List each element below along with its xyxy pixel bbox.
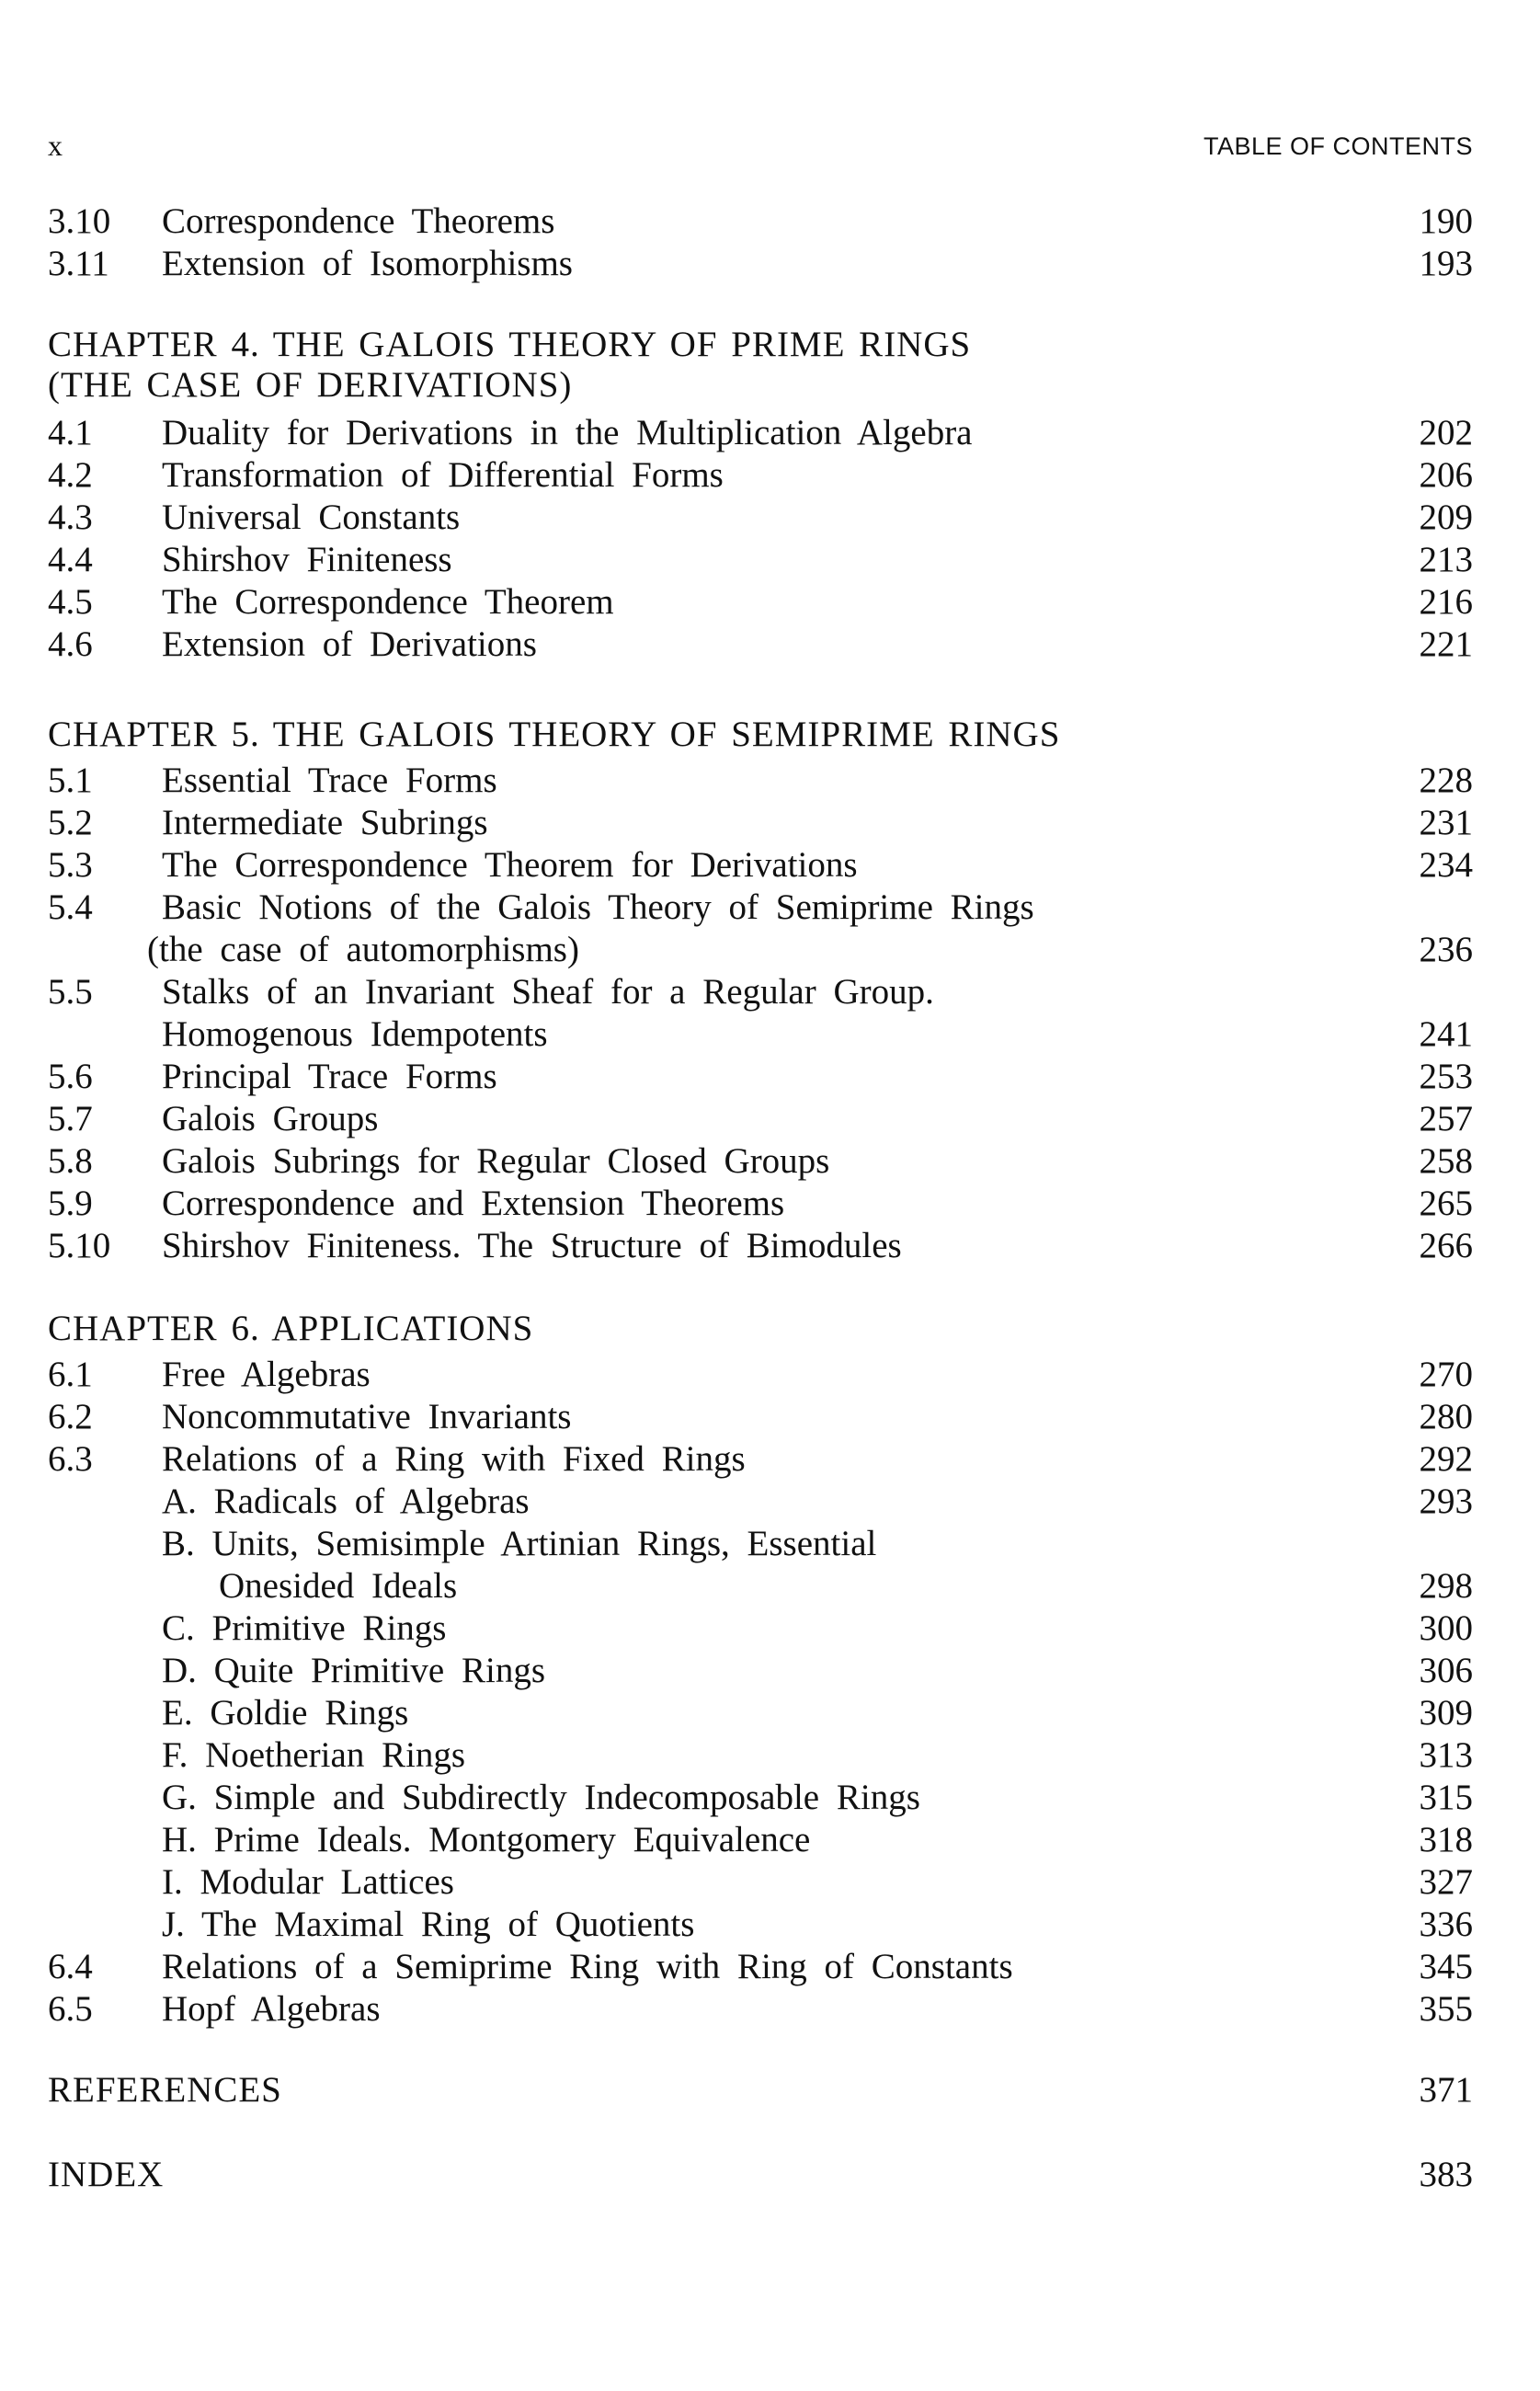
toc-entry[interactable]: 5.1 Essential Trace Forms 228 <box>48 761 1473 800</box>
toc-entry[interactable]: 3.10 Correspondence Theorems 190 <box>48 201 1473 241</box>
toc-entry[interactable]: 5.4 Basic Notions of the Galois Theory of Semiprime Rings <box>48 887 1034 927</box>
toc-subentry[interactable]: E. Goldie Rings 309 <box>162 1693 1473 1733</box>
running-header <box>48 129 1473 166</box>
toc-subentry[interactable]: G. Simple and Subdirectly Indecomposable Rings 315 <box>162 1778 1473 1817</box>
toc-entry[interactable]: 4.2 Transformation of Differential Forms 206 <box>48 455 1473 495</box>
toc-entry[interactable]: 5.7 Galois Groups 257 <box>48 1099 1473 1138</box>
toc-subentry[interactable]: F. Noetherian Rings 313 <box>162 1735 1473 1775</box>
toc-entry[interactable]: 5.9 Correspondence and Extension Theorems 265 <box>48 1184 1473 1223</box>
toc-subentry[interactable]: J. The Maximal Ring of Quotients 336 <box>162 1905 1473 1944</box>
chapter-heading: CHAPTER 6. APPLICATIONS <box>48 1309 534 1348</box>
toc-entry[interactable]: 5.10 Shirshov Finiteness. The Structure of Bimodules 266 <box>48 1226 1473 1265</box>
toc-entry[interactable]: 6.4 Relations of a Semiprime Ring with Ring of Constants 345 <box>48 1947 1473 1986</box>
toc-subentry[interactable]: D. Quite Primitive Rings 306 <box>162 1651 1473 1690</box>
toc-subentry[interactable]: B. Units, Semisimple Artinian Rings, Essential <box>162 1524 877 1563</box>
references-entry[interactable]: REFERENCES 371 <box>48 2070 1473 2110</box>
chapter-heading: CHAPTER 4. THE GALOIS THEORY OF PRIME RINGS <box>48 325 972 364</box>
toc-entry[interactable]: 6.3 Relations of a Ring with Fixed Rings 292 <box>48 1439 1473 1479</box>
toc-entry[interactable]: 4.3 Universal Constants 209 <box>48 498 1473 537</box>
toc-entry[interactable]: 4.4 Shirshov Finiteness 213 <box>48 540 1473 579</box>
toc-entry[interactable]: 6.5 Hopf Algebras 355 <box>48 1989 1473 2029</box>
toc-entry[interactable]: 5.3 The Correspondence Theorem for Derivations 234 <box>48 845 1473 885</box>
toc-subentry-continued[interactable]: Onesided Ideals 298 <box>219 1566 1473 1606</box>
toc-entry[interactable]: 5.2 Intermediate Subrings 231 <box>48 803 1473 842</box>
toc-entry-continued[interactable]: Homogenous Idempotents 241 <box>162 1014 1473 1054</box>
toc-entry[interactable]: 6.2 Noncommutative Invariants 280 <box>48 1397 1473 1436</box>
toc-entry-continued[interactable]: (the case of automorphisms) 236 <box>147 930 1473 969</box>
running-title: TABLE OF CONTENTS <box>1203 132 1473 160</box>
toc-entry[interactable]: 3.11 Extension of Isomorphisms 193 <box>48 244 1473 283</box>
toc-entry[interactable]: 4.6 Extension of Derivations 221 <box>48 624 1473 664</box>
toc-entry[interactable]: 4.1 Duality for Derivations in the Multiplication Algebra 202 <box>48 413 1473 452</box>
chapter-subheading: (THE CASE OF DERIVATIONS) <box>48 365 573 405</box>
toc-subentry[interactable]: H. Prime Ideals. Montgomery Equivalence 318 <box>162 1820 1473 1859</box>
toc-subentry[interactable]: A. Radicals of Algebras 293 <box>162 1482 1473 1521</box>
toc-subentry[interactable]: I. Modular Lattices 327 <box>162 1862 1473 1902</box>
chapter-heading: CHAPTER 5. THE GALOIS THEORY OF SEMIPRIME RINGS <box>48 715 1061 754</box>
toc-entry[interactable]: 5.8 Galois Subrings for Regular Closed Groups 258 <box>48 1141 1473 1181</box>
toc-entry[interactable]: 5.6 Principal Trace Forms 253 <box>48 1057 1473 1096</box>
toc-entry[interactable]: 6.1 Free Algebras 270 <box>48 1355 1473 1394</box>
index-entry[interactable]: INDEX 383 <box>48 2155 1473 2194</box>
page-number: x <box>48 129 63 162</box>
toc-entry[interactable]: 5.5 Stalks of an Invariant Sheaf for a Regular Group. <box>48 972 934 1012</box>
toc-entry[interactable]: 4.5 The Correspondence Theorem 216 <box>48 582 1473 622</box>
toc-subentry[interactable]: C. Primitive Rings 300 <box>162 1608 1473 1648</box>
